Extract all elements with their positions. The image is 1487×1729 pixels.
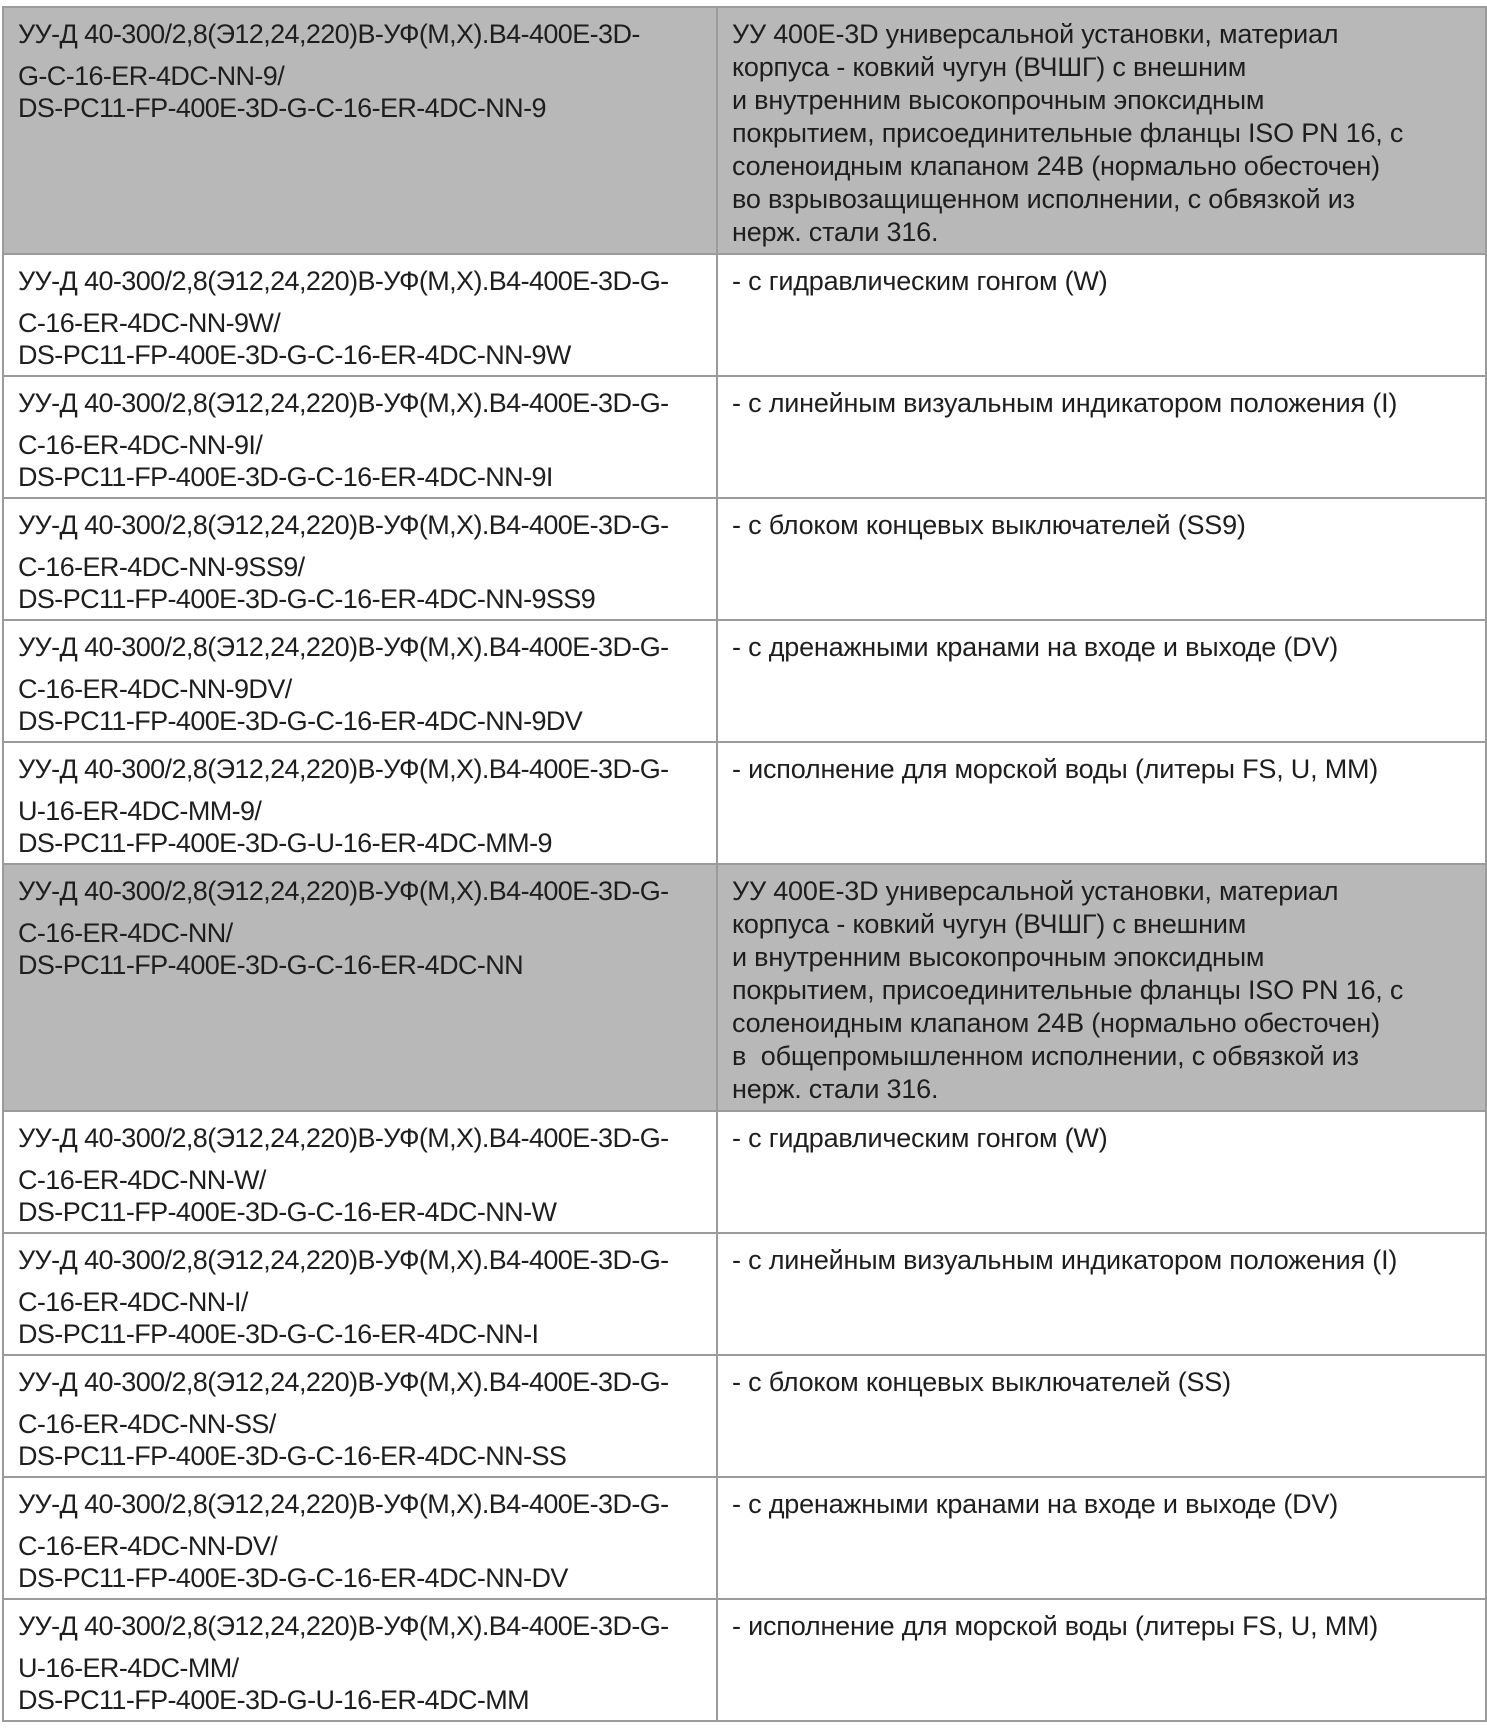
table-row [3,620,1486,742]
model-code-line: УУ-Д 40-300/2,8(Э12,24,220)В-УФ(М,Х).В4-400Е-3D-G- [18,876,669,906]
model-code-line: C-16-ER-4DC-NN-9I/ [18,430,263,460]
model-code-line: C-16-ER-4DC-NN-W/ [18,1165,266,1195]
model-code-cell [3,1111,717,1233]
model-code-line: DS-PC11-FP-400E-3D-G-C-16-ER-4DC-NN-9DV [18,706,583,736]
description-cell [717,1599,1486,1721]
description-cell [717,376,1486,498]
description-line: корпуса - ковкий чугун (ВЧШГ) с внешним [732,52,1247,82]
model-code-line: DS-PC11-FP-400E-3D-G-U-16-ER-4DC-MM [18,1685,530,1715]
model-code-cell [3,498,717,620]
description-line: - с дренажными кранами на входе и выходе (DV) [732,1489,1339,1519]
table-row [3,498,1486,620]
table-row [3,1599,1486,1721]
description-cell [717,498,1486,620]
description-line: соленоидным клапаном 24В (нормально обесточен) [732,1008,1380,1038]
description-line: во взрывозащищенном исполнении, с обвязкой из [732,184,1355,214]
table-row [3,7,1486,254]
model-code-line: C-16-ER-4DC-NN-SS/ [18,1409,276,1439]
model-code-cell [3,1233,717,1355]
model-code-cell [3,620,717,742]
model-code-line: УУ-Д 40-300/2,8(Э12,24,220)В-УФ(М,Х).В4-400Е-3D-G- [18,1489,669,1519]
description-cell [717,254,1486,376]
description-line: УУ 400Е-3D универсальной установки, материал [732,19,1339,49]
model-code-cell [3,864,717,1111]
description-line: покрытием, присоединительные фланцы ISO PN 16, с [732,118,1404,148]
description-cell [717,620,1486,742]
description-line: корпуса - ковкий чугун (ВЧШГ) с внешним [732,909,1247,939]
description-cell [717,864,1486,1111]
description-line: - исполнение для морской воды (литеры FS, U, MM) [732,1611,1379,1641]
model-code-cell [3,376,717,498]
description-line: покрытием, присоединительные фланцы ISO PN 16, с [732,975,1404,1005]
model-code-line: УУ-Д 40-300/2,8(Э12,24,220)В-УФ(М,Х).В4-400Е-3D-G- [18,510,669,540]
spec-table [2,6,1487,1722]
model-code-line: U-16-ER-4DC-MM/ [18,1653,239,1683]
model-code-line: УУ-Д 40-300/2,8(Э12,24,220)В-УФ(М,Х).В4-400Е-3D-G- [18,754,669,784]
model-code-line: C-16-ER-4DC-NN-9SS9/ [18,552,305,582]
model-code-cell [3,7,717,254]
description-line: и внутренним высокопрочным эпоксидным [732,85,1265,115]
description-cell [717,742,1486,864]
table-row [3,376,1486,498]
model-code-line: УУ-Д 40-300/2,8(Э12,24,220)В-УФ(М,Х).В4-400Е-3D- [18,19,640,49]
model-code-line: DS-PC11-FP-400E-3D-G-C-16-ER-4DC-NN [18,950,524,980]
model-code-cell [3,1355,717,1477]
table-row [3,1477,1486,1599]
description-line: УУ 400Е-3D универсальной установки, материал [732,876,1339,906]
description-line: - исполнение для морской воды (литеры FS, U, MM) [732,754,1379,784]
spec-table-body [3,7,1486,1721]
model-code-line: DS-PC11-FP-400E-3D-G-C-16-ER-4DC-NN-SS [18,1441,567,1471]
model-code-line: УУ-Д 40-300/2,8(Э12,24,220)В-УФ(М,Х).В4-400Е-3D-G- [18,266,669,296]
model-code-cell [3,1599,717,1721]
model-code-cell [3,742,717,864]
model-code-line: УУ-Д 40-300/2,8(Э12,24,220)В-УФ(М,Х).В4-400Е-3D-G- [18,388,669,418]
model-code-line: УУ-Д 40-300/2,8(Э12,24,220)В-УФ(М,Х).В4-400Е-3D-G- [18,1123,669,1153]
table-row [3,864,1486,1111]
model-code-line: DS-PC11-FP-400E-3D-G-U-16-ER-4DC-MM-9 [18,828,552,858]
description-line: - с блоком концевых выключателей (SS9) [732,510,1246,540]
model-code-line: C-16-ER-4DC-NN/ [18,918,233,948]
model-code-line: УУ-Д 40-300/2,8(Э12,24,220)В-УФ(М,Х).В4-400Е-3D-G- [18,1611,669,1641]
model-code-line: DS-PC11-FP-400E-3D-G-C-16-ER-4DC-NN-9W [18,340,571,370]
description-cell [717,1477,1486,1599]
table-row [3,1233,1486,1355]
description-line: нерж. стали 316. [732,217,939,247]
description-line: - с дренажными кранами на входе и выходе (DV) [732,632,1339,662]
description-line: - с линейным визуальным индикатором положения (I) [732,1245,1398,1275]
table-row [3,1355,1486,1477]
table-row [3,742,1486,864]
description-line: - с блоком концевых выключателей (SS) [732,1367,1231,1397]
model-code-cell [3,1477,717,1599]
model-code-line: C-16-ER-4DC-NN-9DV/ [18,674,292,704]
description-cell [717,7,1486,254]
model-code-line: DS-PC11-FP-400E-3D-G-C-16-ER-4DC-NN-W [18,1197,557,1227]
model-code-line: DS-PC11-FP-400E-3D-G-C-16-ER-4DC-NN-9SS9 [18,584,596,614]
description-line: в общепромышленном исполнении, с обвязкой из [732,1041,1359,1071]
description-line: соленоидным клапаном 24В (нормально обесточен) [732,151,1380,181]
model-code-line: DS-PC11-FP-400E-3D-G-C-16-ER-4DC-NN-9 [18,93,546,123]
model-code-line: C-16-ER-4DC-NN-DV/ [18,1531,278,1561]
model-code-line: УУ-Д 40-300/2,8(Э12,24,220)В-УФ(М,Х).В4-400Е-3D-G- [18,1367,669,1397]
model-code-line: C-16-ER-4DC-NN-9W/ [18,308,281,338]
description-line: - с линейным визуальным индикатором положения (I) [732,388,1398,418]
model-code-line: C-16-ER-4DC-NN-I/ [18,1287,248,1317]
model-code-cell [3,254,717,376]
description-line: нерж. стали 316. [732,1074,939,1104]
model-code-line: U-16-ER-4DC-MM-9/ [18,796,262,826]
description-line: - с гидравлическим гонгом (W) [732,1123,1108,1153]
model-code-line: G-C-16-ER-4DC-NN-9/ [18,61,285,91]
description-cell [717,1355,1486,1477]
model-code-line: DS-PC11-FP-400E-3D-G-C-16-ER-4DC-NN-DV [18,1563,568,1593]
model-code-line: УУ-Д 40-300/2,8(Э12,24,220)В-УФ(М,Х).В4-400Е-3D-G- [18,632,669,662]
description-cell [717,1233,1486,1355]
description-line: - с гидравлическим гонгом (W) [732,266,1108,296]
table-row [3,254,1486,376]
description-cell [717,1111,1486,1233]
table-row [3,1111,1486,1233]
description-line: и внутренним высокопрочным эпоксидным [732,942,1265,972]
model-code-line: DS-PC11-FP-400E-3D-G-C-16-ER-4DC-NN-9I [18,462,553,492]
model-code-line: УУ-Д 40-300/2,8(Э12,24,220)В-УФ(М,Х).В4-400Е-3D-G- [18,1245,669,1275]
model-code-line: DS-PC11-FP-400E-3D-G-C-16-ER-4DC-NN-I [18,1319,539,1349]
